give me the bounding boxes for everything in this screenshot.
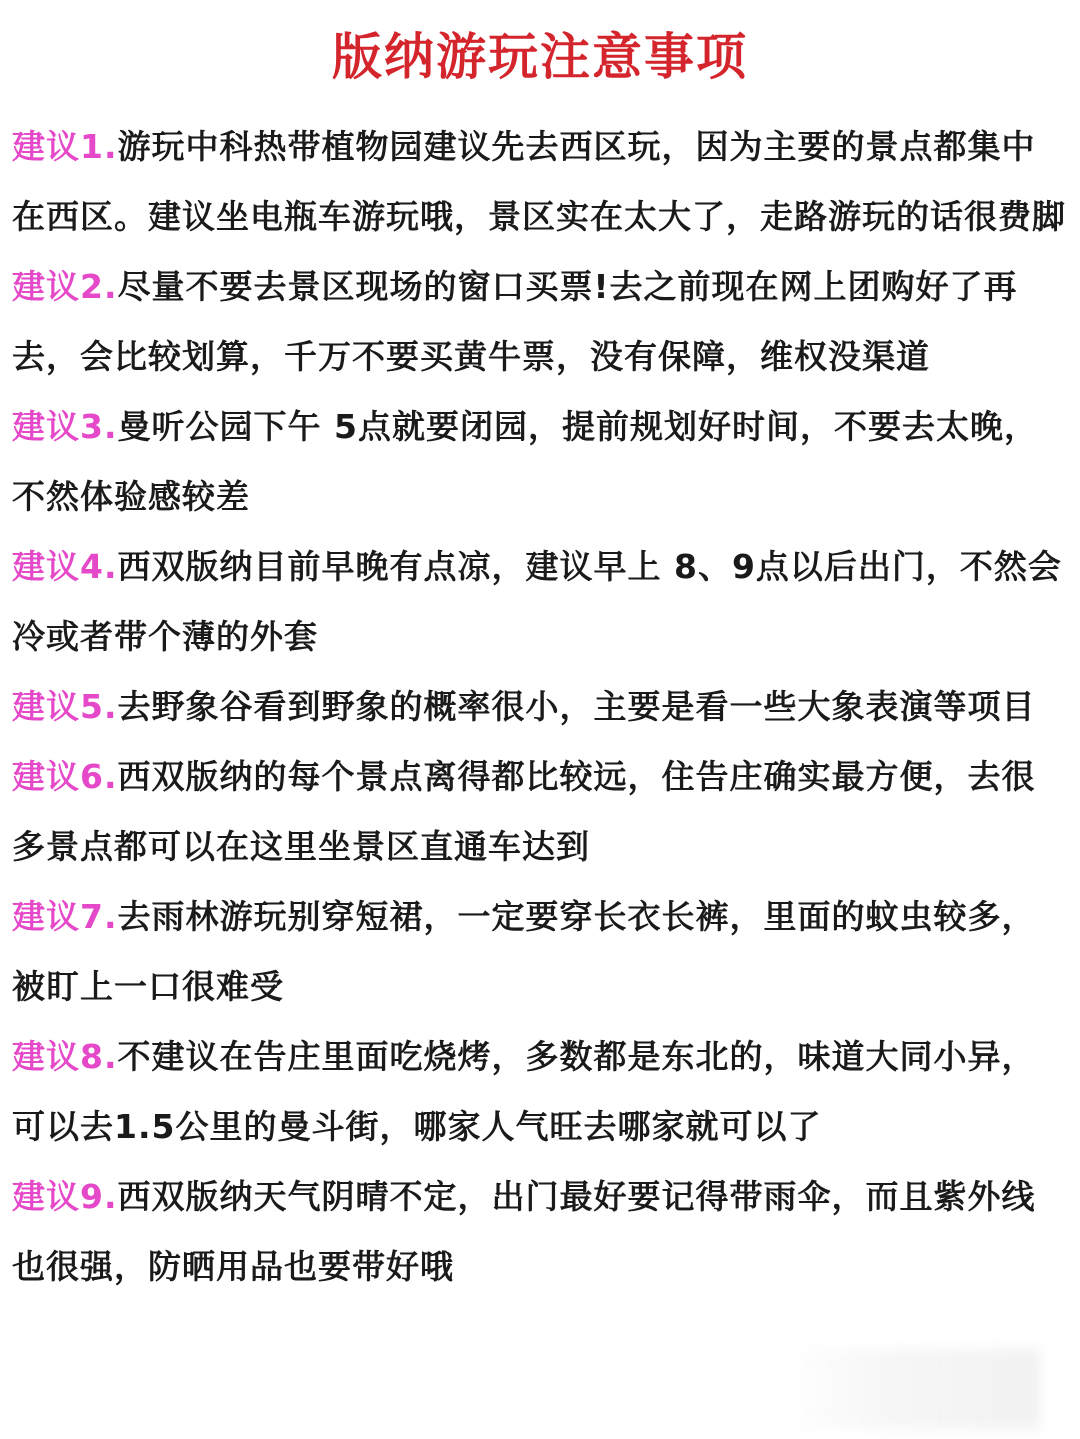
tip-label: 建议3. <box>12 407 118 446</box>
tip-label: 建议4. <box>12 547 118 586</box>
watermark-blur <box>780 1349 1040 1429</box>
tip-text: 西双版纳的每个景点离得都比较远，住告庄确实最方便，去很多景点都可以在这里坐景区直通车达到 <box>12 757 1036 866</box>
tip-label: 建议2. <box>12 267 118 306</box>
tip-item <box>12 532 1068 672</box>
page-title: 版纳游玩注意事项 <box>332 28 748 86</box>
tip-label: 建议8. <box>12 1037 118 1076</box>
tip-text: 尽量不要去景区现场的窗口买票!去之前现在网上团购好了再去，会比较划算，千万不要买黄牛票，没有保障，维权没渠道 <box>12 267 1018 376</box>
tip-label: 建议5. <box>12 687 118 726</box>
tip-text: 游玩中科热带植物园建议先去西区玩，因为主要的景点都集中在西区。建议坐电瓶车游玩哦，景区实在太大了，走路游玩的话很费脚 <box>12 127 1066 236</box>
tip-label: 建议9. <box>12 1177 118 1216</box>
tip-text: 西双版纳目前早晚有点凉，建议早上 8、9点以后出门，不然会冷或者带个薄的外套 <box>12 547 1062 656</box>
tip-item <box>12 1022 1068 1162</box>
tips-list <box>12 112 1068 1302</box>
tip-item <box>12 882 1068 1022</box>
tip-label: 建议1. <box>12 127 118 166</box>
tip-item <box>12 672 1068 742</box>
tip-text: 西双版纳天气阴晴不定，出门最好要记得带雨伞，而且紫外线也很强，防晒用品也要带好哦 <box>12 1177 1036 1286</box>
tip-text: 去野象谷看到野象的概率很小，主要是看一些大象表演等项目 <box>117 687 1036 726</box>
tip-item <box>12 1162 1068 1302</box>
tip-text: 曼听公园下午 5点就要闭园，提前规划好时间，不要去太晚，不然体验感较差 <box>12 407 1038 516</box>
tip-label: 建议6. <box>12 757 118 796</box>
tip-item <box>12 392 1068 532</box>
tip-item <box>12 252 1068 392</box>
tip-label: 建议7. <box>12 897 118 936</box>
tip-text: 不建议在告庄里面吃烧烤，多数都是东北的，味道大同小异，可以去1.5公里的曼斗街，哪家人气旺去哪家就可以了 <box>12 1037 1036 1146</box>
tip-item <box>12 742 1068 882</box>
tip-text: 去雨林游玩别穿短裙，一定要穿长衣长裤，里面的蚊虫较多，被盯上一口很难受 <box>12 897 1036 1006</box>
tip-item <box>12 112 1068 252</box>
